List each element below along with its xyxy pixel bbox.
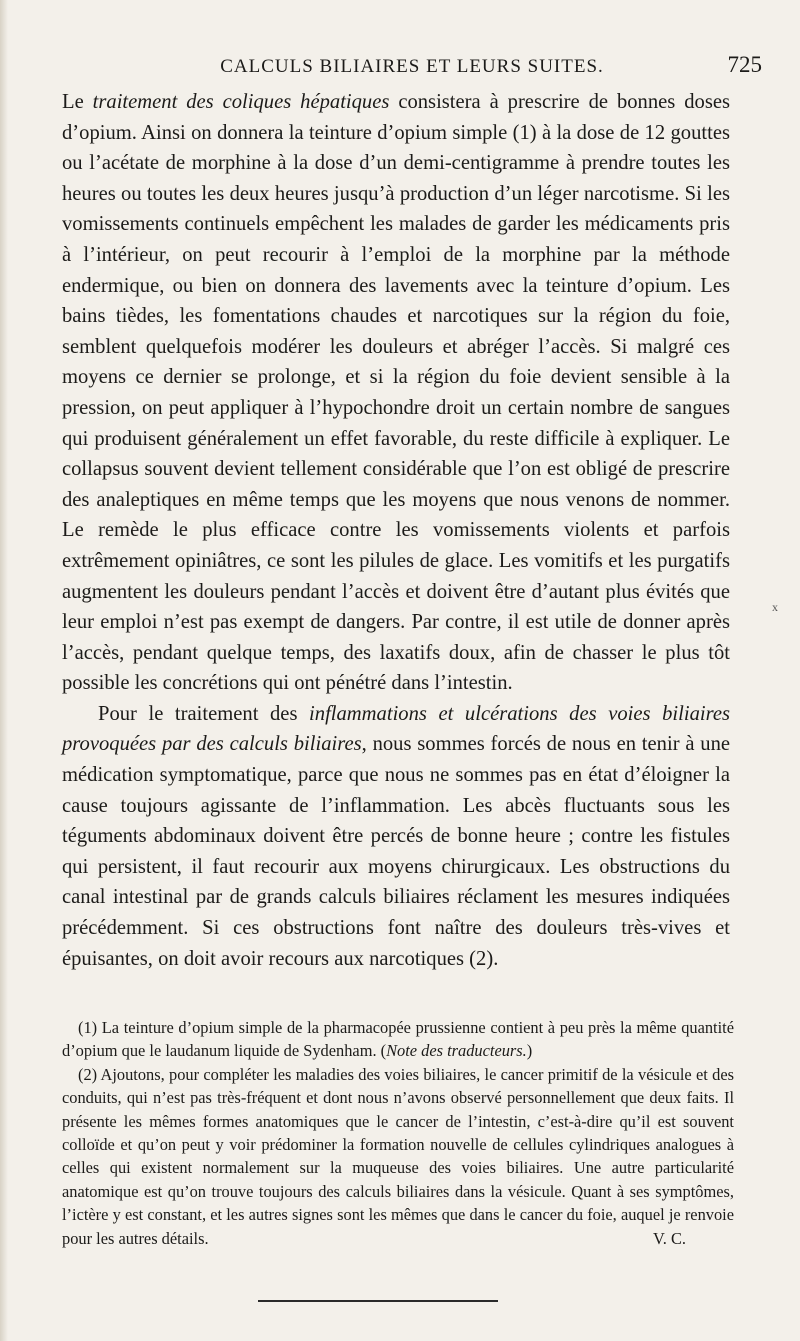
margin-mark: x [772, 600, 778, 614]
paragraph-inflammation-treatment [62, 699, 730, 974]
footnote-signature: V. C. [653, 1229, 686, 1249]
text-segment: (2) Ajoutons, pour compléter les maladies des voies biliaires, le cancer primitif de la vésicule et des conduits, qui n’est pas très-fréquent et dont nous n’avons observé personnellement que deux faits. Il présente les mêmes formes anatomiques que le cancer de l’intestin, c’est-à-dire qu’il est souvent colloïde et qu’on peut y voir prédominer la formation nouvelle de cellules cylindriques analogues à celles qui existent normalement sur la muqueuse des voies biliaires. Une autre particularité anatomique est qu’on trouve toujours des calculs biliaires dans la vésicule. Quant à ses symptômes, l’ictère y est constant, et les autres signes sont les mêmes que dans le cancer du foie, auquel je renvoie pour les autres détails. [62, 1064, 734, 1248]
italic-term: inflammations et ulcérations des voies biliaires provoquées par des calculs biliaires [62, 702, 730, 756]
text-segment: Le [62, 91, 93, 113]
text-segment: Pour le traitement des [98, 702, 310, 725]
italic-term: traitement des coliques hépatiques [92, 91, 390, 113]
paragraph-hepatic-colic-treatment [62, 87, 730, 699]
text-segment: , nous sommes forcés de nous en tenir à une médication symptomatique, parce que nous ne sommes pas en état d’éloigner la cause toujours agissante de l’inflammation. Les abcès fluctuants sous les téguments abdominaux doivent être percés de bonne heure ; contre les fistules qui persistent, il faut recourir aux moyens chirurgicaux. Les obstructions du canal intestinal par de grands calculs biliaires réclament les mesures indiquées précédemment. Si ces obstructions font naître des douleurs très-vives et épuisantes, on doit avoir recours aux narcotiques (2). [62, 733, 731, 970]
italic-note: Note des traducteurs. [386, 1041, 527, 1061]
footnote-1 [62, 1016, 734, 1063]
footnotes [62, 1016, 734, 1250]
page-gutter-shadow [0, 0, 8, 1341]
text-segment: (1) La teinture d’opium simple de la pharmacopée prussienne contient à peu près la même quantité d’opium que le laudanum liquide de Sydenham. ( [62, 1018, 734, 1061]
text-segment: ) [526, 1041, 533, 1061]
text-segment: consistera à prescrire de bonnes doses d’opium. Ainsi on donnera la teinture d’opium simple (1) à la dose de 12 gouttes ou l’acétate de morphine à la dose d’un demi-centigramme à prendre toutes les heures ou toutes les deux heures jusqu’à production d’un léger narcotisme. Si les vomissements continuels empêchent les malades de garder les médicaments pris à l’intérieur, on peut recourir à l’emploi de la morphine par la méthode endermique, ou bien on donnera des lavements avec la teinture d’opium. Les bains tièdes, les fomentations chaudes et narcotiques sur la région du foie, semblent quelquefois modérer les douleurs et abréger l’accès. Si malgré ces moyens ce dernier se prolonge, et si la région du foie devient sensible à la pression, on peut appliquer à l’hypochondre droit un certain nombre de sangues qui produisent généralement un effet favorable, du reste difficile à expliquer. Le collapsus souvent devient tellement considérable que l’on est obligé de prescrire des analeptiques en même temps que les moyens que nous venons de nommer. Le remède le plus efficace contre les vomissements violents et parfois extrêmement opiniâtres, ce sont les pilules de glace. Les vomitifs et les purgatifs augmentent les douleurs pendant l’accès et doivent être d’autant plus évités que leur emploi n’est pas exempt de dangers. Par contre, il est utile de donner après l’accès, pendant quelque temps, des laxatifs doux, afin de chasser le plus tôt possible les concrétions qui ont pénétré dans l’intestin. [62, 91, 730, 695]
main-text [62, 87, 730, 974]
footnote-2 [62, 1063, 734, 1250]
page-header [62, 52, 762, 82]
running-head: CALCULS BILIAIRES ET LEURS SUITES. [220, 56, 604, 77]
bottom-rule [258, 1300, 498, 1302]
page-number: 725 [727, 52, 762, 77]
